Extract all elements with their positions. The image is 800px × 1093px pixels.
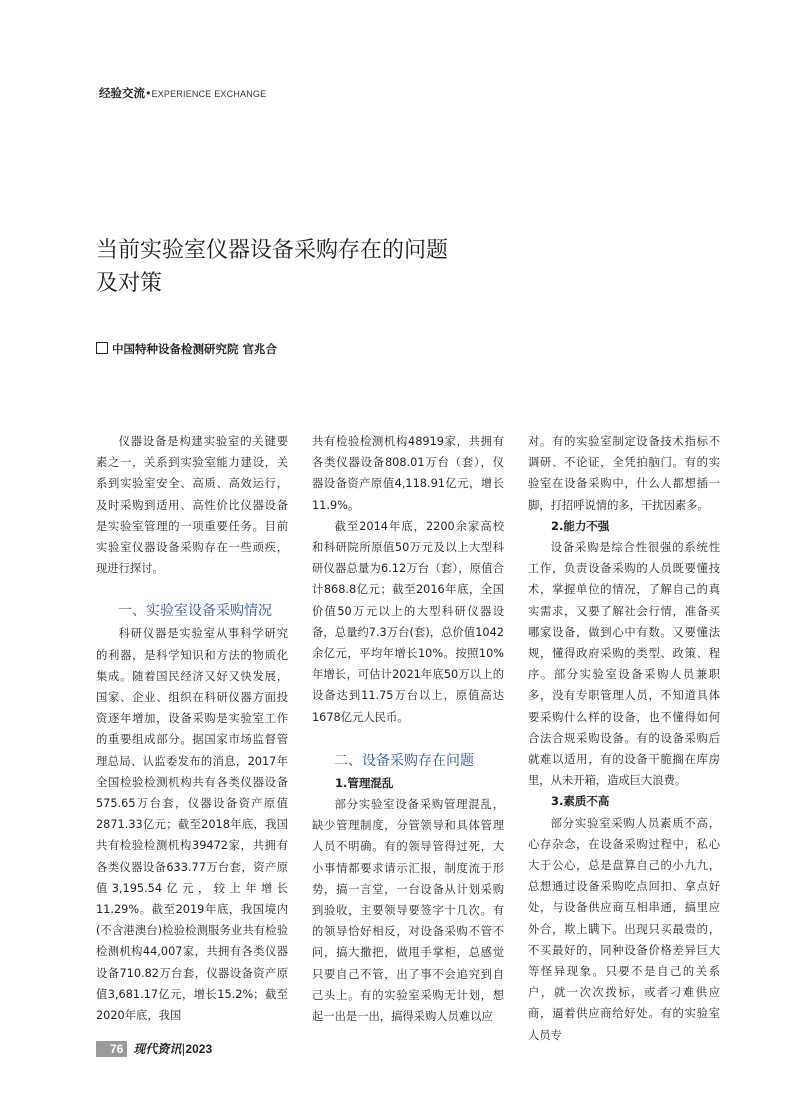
paragraph: 部分实验室设备采购管理混乱，缺少管理制度，分管领导和具体管理人员不明确。有的领导管得过死，大小事情都要求请示汇报，制度流于形势，搞一言堂，一台设备从计划采购到验收，主要领导要签字十几次。有的领导恰好相反，对设备采购不管不问，搞大撒把，做甩手掌柜，总感觉只要自己不管，出了事不会追究到自己头上。有的实验室采购无计划，想起一出是一出，搞得采购人员难以应	[312, 798, 504, 1024]
subheading-1: 1.管理混乱	[335, 775, 394, 790]
byline-square-icon	[96, 342, 108, 354]
subheading-3: 3.素质不高	[551, 794, 610, 809]
title-line-1: 当前实验室仪器设备采购存在的问题	[96, 238, 449, 263]
paragraph: 截至2014年底，2200余家高校和科研院所原值50万元及以上大型科研仪器总量为6.12万台（套），原值合计868.8亿元；截至2016年底，全国价值50万元以上的大型科研仪器设备，总量约7.3万台(套)，总价值1042余亿元，平均年增长10%。按照10%年增长，可估计2021年底50万以上的设备达到11.75万台以上，原值高达1678亿元人民币。	[312, 519, 504, 724]
footer-divider: |	[181, 1042, 186, 1056]
title-line-2: 及对策	[96, 271, 163, 296]
page-footer	[96, 1041, 212, 1057]
section-heading-2: 二、设备采购存在问题	[334, 752, 474, 769]
byline-author: 中国特种设备检测研究院 官兆合	[112, 342, 278, 356]
column-3	[528, 431, 720, 1046]
page-number: 76	[96, 1041, 127, 1057]
paragraph: 仪器设备是构建实验室的关键要素之一，关系到实验室能力建设，关系到实验室安全、高质、高效运行，及时采购到适用、高性价比仪器设备是实验室管理的一项重要任务。目前实验室仪器设备采购存在一些顽疾，现进行探讨。	[96, 435, 288, 576]
magazine-logo: 现代资讯	[133, 1042, 182, 1056]
byline	[96, 341, 277, 357]
paragraph: 对。有的实验室制定设备技术指标不调研、不论证，全凭拍脑门。有的实验室在设备采购中，什么人都想插一脚，打招呼说情的多，干扰因素多。	[528, 435, 720, 512]
column-2	[312, 431, 504, 1027]
header-column-cn: 经验交流	[99, 86, 145, 100]
header-separator: •	[145, 87, 152, 100]
paragraph: 设备采购是综合性很强的系统性工作，负责设备采购的人员既要懂技术，掌握单位的情况，了解自己的真实需求，又要了解社会行情，准备买哪家设备，做到心中有数。又要懂法规，懂得政府采购的类型、政策、程序。部分实验室设备采购人员兼职多，没有专职管理人员，不知道具体要采购什么样的设备，也不懂得如何合法合规采购设备。有的设备采购后就难以适用，有的设备干脆搁在库房里，从未开箱，造成巨大浪费。	[528, 541, 720, 788]
section-heading-1: 一、实验室设备采购情况	[118, 603, 272, 620]
subheading-2: 2.能力不强	[551, 518, 610, 533]
header-column-en: EXPERIENCE EXCHANGE	[151, 89, 267, 99]
article-title	[96, 234, 516, 300]
column-1	[96, 431, 288, 1026]
paragraph: 科研仪器是实验室从事科学研究的利器，是科学知识和方法的物质化集成。随着国民经济又好又快发展，国家、企业、组织在科研仪器方面投资逐年增加，设备采购是实验室工作的重要组成部分。据国家市场监督管理总局、认监委发布的消息，2017年全国检验检测机构共有各类仪器设备575.65万台套，仪器设备资产原值2871.33亿元；截至2018年底，我国共有检验检测机构39472家，共拥有各类仪器设备633.77万台套，资产原值3,195.54亿元，较上年增长11.29%。截至2019年底，我国境内(不含港澳台)检验检测服务业共有检验检测机构44,007家，共拥有各类仪器设备710.82万台套，仪器设备资产原值3,681.17亿元，增长15.2%；截至2020年底，我国	[96, 627, 288, 1023]
paragraph: 部分实验室采购人员素质不高，心存杂念，在设备采购过程中，私心大于公心，总是盘算自己的小九九，总想通过设备采购吃点回扣、拿点好处，与设备供应商互相串通，搞里应外合，欺上瞒下。出现只买最贵的，不买最好的，同种设备价格差异巨大等怪异现象。只要不是自己的关系户，就一次次拨标，或者刁难供应商，逼着供应商给好处。有的实验室人员专	[528, 816, 720, 1042]
running-header	[99, 86, 266, 101]
footer-year: 2023	[185, 1042, 213, 1056]
paragraph: 共有检验检测机构48919家，共拥有各类仪器设备808.01万台（套），仪器设备资产原值4,118.91亿元，增长11.9%。	[312, 435, 504, 512]
